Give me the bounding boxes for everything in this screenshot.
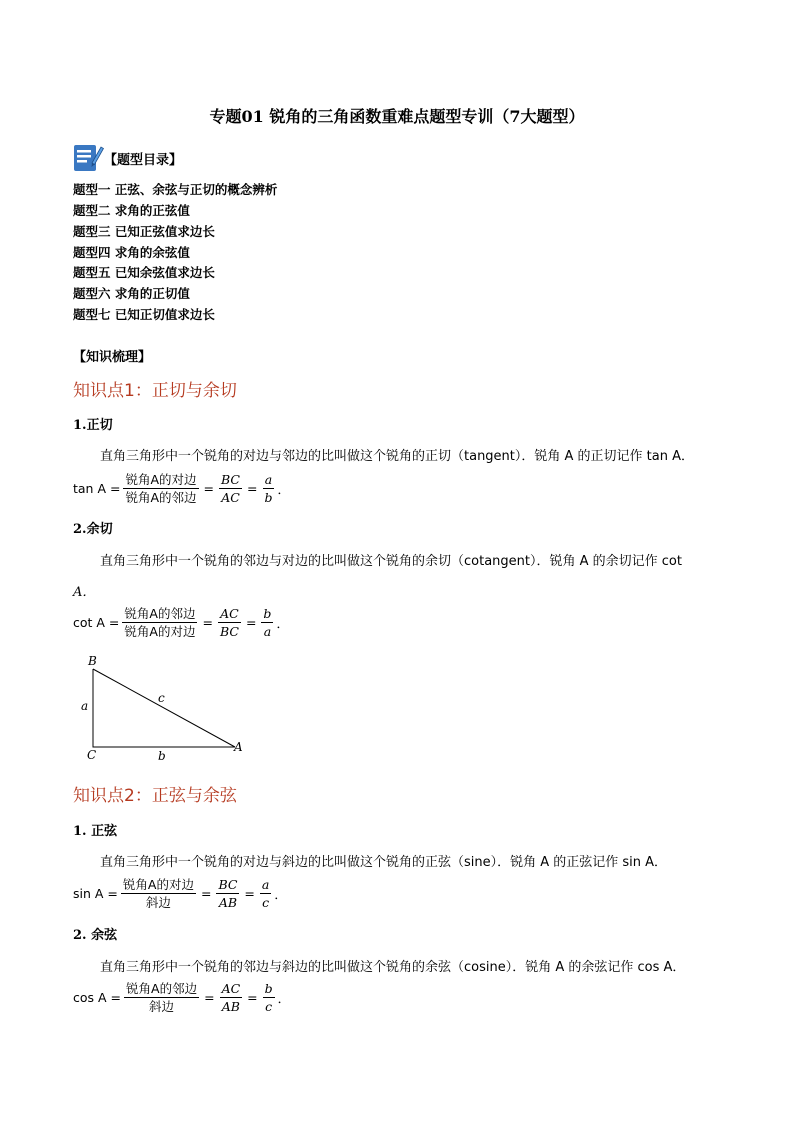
- sin-formula: sin A = $\frac{\text{锐角A的对边}}{\text{斜边}}$ = $\frac{BC}{AB}$ = $\frac{a}{c}$ ．: [73, 877, 287, 910]
- toc-item[interactable]: 题型七 已知正切值求边长: [73, 307, 215, 322]
- fraction-denominator: b: [264, 490, 273, 505]
- kp2-heading: 知识点2：正弦与余弦: [73, 786, 237, 806]
- toc-item[interactable]: 题型四 求角的余弦值: [73, 245, 190, 260]
- cot-formula: cot A = $\frac{\text{锐角A的邻边}}{\text{锐角A的对边}}$ = $\frac{AC}{BC}$ = $\frac{b}{a}$ ．: [73, 606, 289, 639]
- toc-item[interactable]: 题型三 已知正弦值求边长: [73, 224, 215, 239]
- side-b-label: b: [158, 749, 166, 763]
- toc-item[interactable]: 题型五 已知余弦值求边长: [73, 265, 215, 280]
- fraction-numerator: b: [263, 606, 272, 621]
- fraction-denominator: AB: [218, 895, 238, 910]
- fraction-denominator: a: [263, 624, 272, 639]
- cos-lhs: cos A =: [73, 990, 122, 1005]
- fraction-numerator: 锐角A的对边: [122, 877, 194, 892]
- fraction-denominator: 锐角A的邻边: [125, 490, 197, 505]
- fraction-denominator: 锐角A的对边: [124, 624, 196, 639]
- fraction-numerator: 锐角A的邻边: [126, 981, 198, 996]
- fraction-numerator: BC: [221, 472, 240, 487]
- fraction-numerator: 锐角A的对边: [125, 472, 197, 487]
- fraction-numerator: 锐角A的邻边: [124, 606, 196, 621]
- page-title: 专题01 锐角的三角函数重难点题型专训（7大题型）: [209, 107, 585, 126]
- side-c-label: c: [158, 691, 165, 705]
- cot-lhs: cot A =: [73, 615, 120, 630]
- vertex-a-label: A: [234, 740, 243, 754]
- fraction-numerator: AC: [221, 981, 241, 996]
- knowledge-header: 【知识梳理】: [73, 350, 152, 365]
- fraction-numerator: a: [261, 877, 270, 892]
- cos-formula: cos A = $\frac{\text{锐角A的邻边}}{\text{斜边}}$ = $\frac{AC}{AB}$ = $\frac{b}{c}$ ．: [73, 981, 291, 1014]
- cos-description: 直角三角形中一个锐角的邻边与斜边的比叫做这个锐角的余弦（cosine）．锐角 A 的余弦记作 cos A．: [100, 960, 686, 975]
- fraction-numerator: BC: [218, 877, 238, 892]
- cot-title: 2.余切: [73, 522, 113, 537]
- tan-formula: tan A = $\frac{\text{锐角A的对边}}{\text{锐角A的邻边}}$ = $\frac{BC}{AC}$ = $\frac{a}{b}$ ．: [73, 472, 291, 505]
- catalog-header: 【题型目录】: [104, 153, 183, 168]
- toc-item[interactable]: 题型二 求角的正弦值: [73, 203, 190, 218]
- vertex-c-label: C: [87, 748, 97, 762]
- sin-description: 直角三角形中一个锐角的对边与斜边的比叫做这个锐角的正弦（sine）．锐角 A 的正弦记作 sin A．: [100, 855, 668, 870]
- right-triangle-diagram: [78, 654, 258, 766]
- toc-item[interactable]: 题型六 求角的正切值: [73, 286, 190, 301]
- fraction-denominator: AB: [221, 999, 240, 1014]
- vertex-b-label: B: [88, 654, 97, 668]
- sin-title: 1. 正弦: [73, 824, 118, 839]
- cot-description: 直角三角形中一个锐角的邻边与对边的比叫做这个锐角的余切（cotangent）．锐角 A 的余切记作 cot: [100, 554, 682, 569]
- fraction-numerator: a: [264, 472, 273, 487]
- notepad-icon: [72, 141, 104, 177]
- fraction-denominator: c: [262, 895, 270, 910]
- cot-description-cont: A．: [73, 585, 96, 600]
- sin-lhs: sin A =: [73, 886, 118, 901]
- fraction-denominator: c: [265, 999, 273, 1014]
- fraction-denominator: BC: [219, 624, 239, 639]
- kp1-heading: 知识点1：正切与余切: [73, 381, 237, 401]
- fraction-denominator: 斜边: [149, 999, 175, 1014]
- tan-title: 1.正切: [73, 418, 113, 433]
- fraction-numerator: b: [264, 981, 273, 996]
- side-a-label: a: [81, 699, 89, 713]
- fraction-numerator: AC: [220, 606, 239, 621]
- toc-item[interactable]: 题型一 正弦、余弦与正切的概念辨析: [73, 182, 278, 197]
- tan-lhs: tan A =: [73, 481, 121, 496]
- fraction-denominator: 斜边: [145, 895, 171, 910]
- fraction-denominator: AC: [221, 490, 240, 505]
- cos-title: 2. 余弦: [73, 928, 118, 943]
- tan-description: 直角三角形中一个锐角的对边与邻边的比叫做这个锐角的正切（tangent）．锐角 A 的正切记作 tan A．: [100, 449, 695, 464]
